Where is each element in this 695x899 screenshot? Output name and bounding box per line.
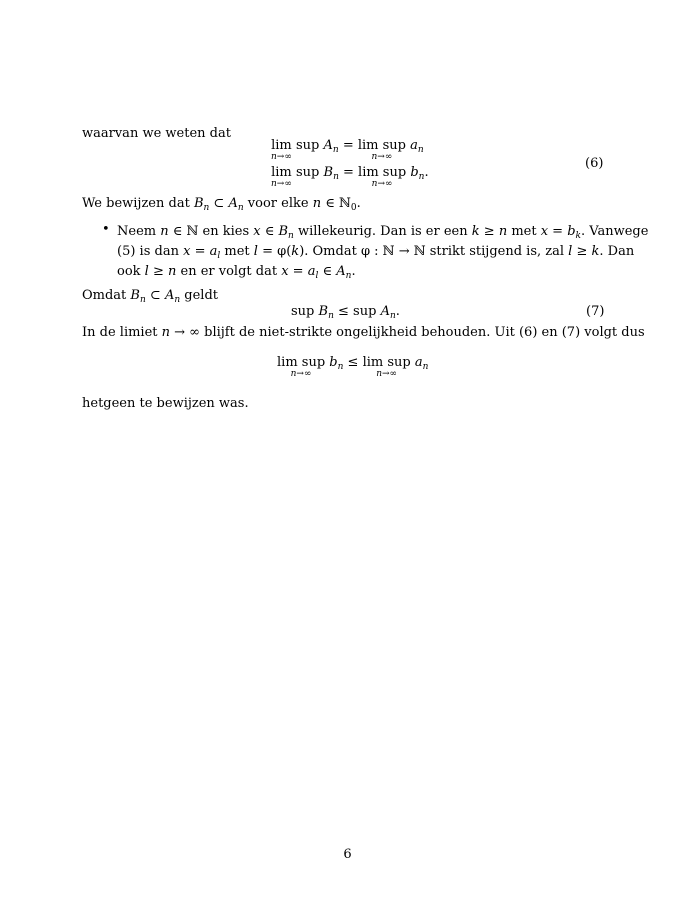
equation-number-6: (6) bbox=[585, 156, 604, 171]
bullet-marker: • bbox=[102, 222, 110, 237]
omdat-text: Omdat $B_n$ ⊂ $A_n$ geldt bbox=[82, 288, 218, 305]
bullet-line-2: (5) is dan $x = a_l$ met l = φ(k). Omdat φ : ℕ → ℕ strikt stijgend is, zal l ≥ k. Dan bbox=[117, 244, 635, 261]
limsup-operator: lim sup n→∞ bbox=[357, 138, 406, 162]
bullet-line-3: ook l ≥ n en er volgt dat $x = a_l$ ∈ $A_n$. bbox=[117, 264, 356, 281]
limsup-operator: lim sup n→∞ bbox=[362, 355, 411, 379]
equation-7: sup $B_n$ ≤ sup $A_n$. bbox=[291, 304, 400, 321]
sup-operator: sup bbox=[295, 138, 320, 153]
bullet-line-1: Neem n ∈ ℕ en kies x ∈ $B_n$ willekeurig. Dan is er een k ≥ n met $x = b_k$. Vanwege bbox=[117, 224, 649, 241]
conclusion-text: hetgeen te bewijzen was. bbox=[82, 396, 249, 411]
page-number: 6 bbox=[343, 847, 352, 862]
final-inequality: lim sup n→∞ $b_n \le \lim$ sup n→∞ $a_n$ bbox=[277, 355, 429, 379]
prove-subset-text: We bewijzen dat $B_n$ ⊂ $A_n$ voor elke n ∈ ℕ$_0$. bbox=[82, 196, 361, 213]
lim-operator: lim n→∞ bbox=[271, 138, 292, 162]
intro-label: waarvan we weten dat bbox=[82, 126, 231, 141]
intro-text bbox=[82, 124, 231, 144]
limit-text: In de limiet n → ∞ blijft de niet-strikte ongelijkheid behouden. Uit (6) en (7) volgt dus bbox=[82, 325, 645, 340]
equation-6-line-2: lim n→∞ sup $B_n = \lim$ sup n→∞ $b_n$. bbox=[271, 165, 429, 189]
lim-operator: lim n→∞ bbox=[271, 165, 292, 189]
equation-6-line-1: lim n→∞ sup $A_n = \lim$ sup n→∞ $a_n$ bbox=[271, 138, 424, 162]
sup-operator: sup bbox=[295, 165, 320, 180]
equation-number-7: (7) bbox=[586, 304, 605, 319]
limsup-operator: lim sup n→∞ bbox=[358, 165, 407, 189]
limsup-operator: lim sup n→∞ bbox=[277, 355, 326, 379]
